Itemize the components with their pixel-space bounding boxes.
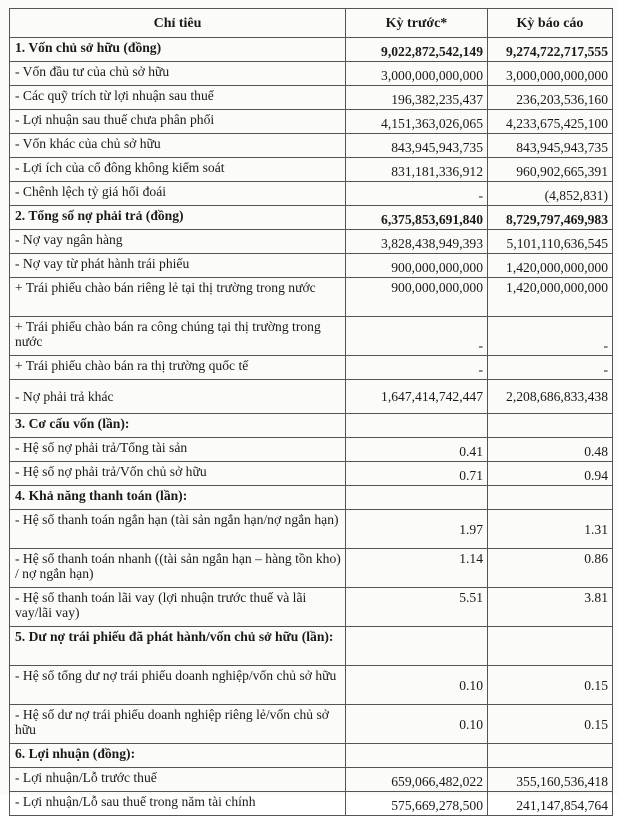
row-label: - Hệ số thanh toán nhanh ((tài sản ngắn hạn – hàng tồn kho) / nợ ngắn hạn) xyxy=(10,549,346,588)
row-previous-value: 0.10 xyxy=(346,705,488,744)
row-label: - Lợi nhuận/Lỗ trước thuế xyxy=(10,768,346,792)
header-indicator: Chỉ tiêu xyxy=(10,9,346,38)
section-label: 6. Lợi nhuận (đồng): xyxy=(10,744,346,768)
row-current-value: 4,233,675,425,100 xyxy=(488,110,613,134)
row-label: - Lợi ích của cổ đông không kiểm soát xyxy=(10,158,346,182)
table-row xyxy=(10,627,613,666)
row-previous-value xyxy=(346,744,488,768)
table-row xyxy=(10,230,613,254)
row-current-value: - xyxy=(488,356,613,380)
header-previous-period: Kỳ trước* xyxy=(346,9,488,38)
table-row xyxy=(10,182,613,206)
row-label: - Lợi nhuận/Lỗ sau thuế trong năm tài chính xyxy=(10,792,346,816)
row-current-value xyxy=(488,414,613,438)
row-current-value: 0.15 xyxy=(488,666,613,705)
row-current-value: 843,945,943,735 xyxy=(488,134,613,158)
row-current-value: 5,101,110,636,545 xyxy=(488,230,613,254)
row-previous-value: 900,000,000,000 xyxy=(346,254,488,278)
row-current-value: 8,729,797,469,983 xyxy=(488,206,613,230)
row-current-value: - xyxy=(488,317,613,356)
table-row xyxy=(10,438,613,462)
row-current-value xyxy=(488,744,613,768)
row-label: - Nợ vay từ phát hành trái phiếu xyxy=(10,254,346,278)
table-row xyxy=(10,549,613,588)
row-previous-value: 843,945,943,735 xyxy=(346,134,488,158)
row-previous-value: - xyxy=(346,182,488,206)
table-row xyxy=(10,510,613,549)
section-label: 3. Cơ cấu vốn (lần): xyxy=(10,414,346,438)
section-label: 4. Khả năng thanh toán (lần): xyxy=(10,486,346,510)
row-label: - Vốn khác của chủ sở hữu xyxy=(10,134,346,158)
row-current-value: 960,902,665,391 xyxy=(488,158,613,182)
row-current-value: 1,420,000,000,000 xyxy=(488,278,613,317)
row-current-value: 236,203,536,160 xyxy=(488,86,613,110)
row-previous-value: 0.41 xyxy=(346,438,488,462)
table-row xyxy=(10,666,613,705)
table-row xyxy=(10,206,613,230)
row-previous-value: - xyxy=(346,317,488,356)
row-previous-value: 831,181,336,912 xyxy=(346,158,488,182)
table-header-row xyxy=(10,9,613,38)
row-current-value: 3,000,000,000,000 xyxy=(488,62,613,86)
row-label: - Các quỹ trích từ lợi nhuận sau thuế xyxy=(10,86,346,110)
row-current-value: 2,208,686,833,438 xyxy=(488,380,613,414)
row-label: - Hệ số thanh toán ngắn hạn (tài sản ngắn hạn/nợ ngắn hạn) xyxy=(10,510,346,549)
row-previous-value: 659,066,482,022 xyxy=(346,768,488,792)
row-label: + Trái phiếu chào bán ra công chúng tại thị trường trong nước xyxy=(10,317,346,356)
table-row xyxy=(10,110,613,134)
row-label: - Chênh lệch tỷ giá hối đoái xyxy=(10,182,346,206)
table-row xyxy=(10,486,613,510)
table-row xyxy=(10,414,613,438)
row-previous-value xyxy=(346,414,488,438)
row-previous-value: 0.71 xyxy=(346,462,488,486)
row-label: - Hệ số nợ phải trả/Tổng tài sản xyxy=(10,438,346,462)
row-previous-value: 575,669,278,500 xyxy=(346,792,488,816)
table-row xyxy=(10,317,613,356)
row-current-value: 0.86 xyxy=(488,549,613,588)
row-previous-value: 1.97 xyxy=(346,510,488,549)
table-row xyxy=(10,768,613,792)
row-previous-value: 9,022,872,542,149 xyxy=(346,38,488,62)
table-row xyxy=(10,86,613,110)
row-previous-value: 1,647,414,742,447 xyxy=(346,380,488,414)
row-current-value: 9,274,722,717,555 xyxy=(488,38,613,62)
row-label: - Nợ phải trả khác xyxy=(10,380,346,414)
row-label: 2. Tổng số nợ phải trả (đồng) xyxy=(10,206,346,230)
row-label: + Trái phiếu chào bán riêng lẻ tại thị trường trong nước xyxy=(10,278,346,317)
row-previous-value: 0.10 xyxy=(346,666,488,705)
row-previous-value: - xyxy=(346,356,488,380)
table-row xyxy=(10,356,613,380)
row-previous-value: 3,000,000,000,000 xyxy=(346,62,488,86)
row-previous-value: 900,000,000,000 xyxy=(346,278,488,317)
row-current-value: (4,852,831) xyxy=(488,182,613,206)
table-row xyxy=(10,38,613,62)
row-previous-value: 1.14 xyxy=(346,549,488,588)
table-row xyxy=(10,744,613,768)
row-previous-value: 4,151,363,026,065 xyxy=(346,110,488,134)
row-previous-value: 6,375,853,691,840 xyxy=(346,206,488,230)
row-current-value: 0.94 xyxy=(488,462,613,486)
row-current-value: 1.31 xyxy=(488,510,613,549)
row-previous-value xyxy=(346,486,488,510)
row-current-value: 0.15 xyxy=(488,705,613,744)
financial-indicators-table xyxy=(9,8,613,816)
header-reporting-period: Kỳ báo cáo xyxy=(488,9,613,38)
table-row xyxy=(10,134,613,158)
table-row xyxy=(10,588,613,627)
table-row xyxy=(10,62,613,86)
row-previous-value: 5.51 xyxy=(346,588,488,627)
table-row xyxy=(10,462,613,486)
table-row xyxy=(10,380,613,414)
row-label: - Hệ số thanh toán lãi vay (lợi nhuận trước thuế và lãi vay/lãi vay) xyxy=(10,588,346,627)
row-previous-value xyxy=(346,627,488,666)
row-current-value xyxy=(488,627,613,666)
row-current-value: 241,147,854,764 xyxy=(488,792,613,816)
row-label: - Hệ số dư nợ trái phiếu doanh nghiệp riêng lẻ/vốn chủ sở hữu xyxy=(10,705,346,744)
row-current-value: 355,160,536,418 xyxy=(488,768,613,792)
row-label: - Nợ vay ngân hàng xyxy=(10,230,346,254)
row-label: - Lợi nhuận sau thuế chưa phân phối xyxy=(10,110,346,134)
row-label: + Trái phiếu chào bán ra thị trường quốc tế xyxy=(10,356,346,380)
table-row xyxy=(10,254,613,278)
table-row xyxy=(10,158,613,182)
row-current-value: 1,420,000,000,000 xyxy=(488,254,613,278)
row-previous-value: 3,828,438,949,393 xyxy=(346,230,488,254)
row-label: 1. Vốn chủ sở hữu (đồng) xyxy=(10,38,346,62)
row-previous-value: 196,382,235,437 xyxy=(346,86,488,110)
table-row xyxy=(10,705,613,744)
section-label: 5. Dư nợ trái phiếu đã phát hành/vốn chủ sở hữu (lần): xyxy=(10,627,346,666)
row-current-value: 3.81 xyxy=(488,588,613,627)
row-label: - Vốn đầu tư của chủ sở hữu xyxy=(10,62,346,86)
table-row xyxy=(10,792,613,816)
row-current-value xyxy=(488,486,613,510)
table-row xyxy=(10,278,613,317)
row-label: - Hệ số nợ phải trả/Vốn chủ sở hữu xyxy=(10,462,346,486)
row-label: - Hệ số tổng dư nợ trái phiếu doanh nghiệp/vốn chủ sở hữu xyxy=(10,666,346,705)
row-current-value: 0.48 xyxy=(488,438,613,462)
